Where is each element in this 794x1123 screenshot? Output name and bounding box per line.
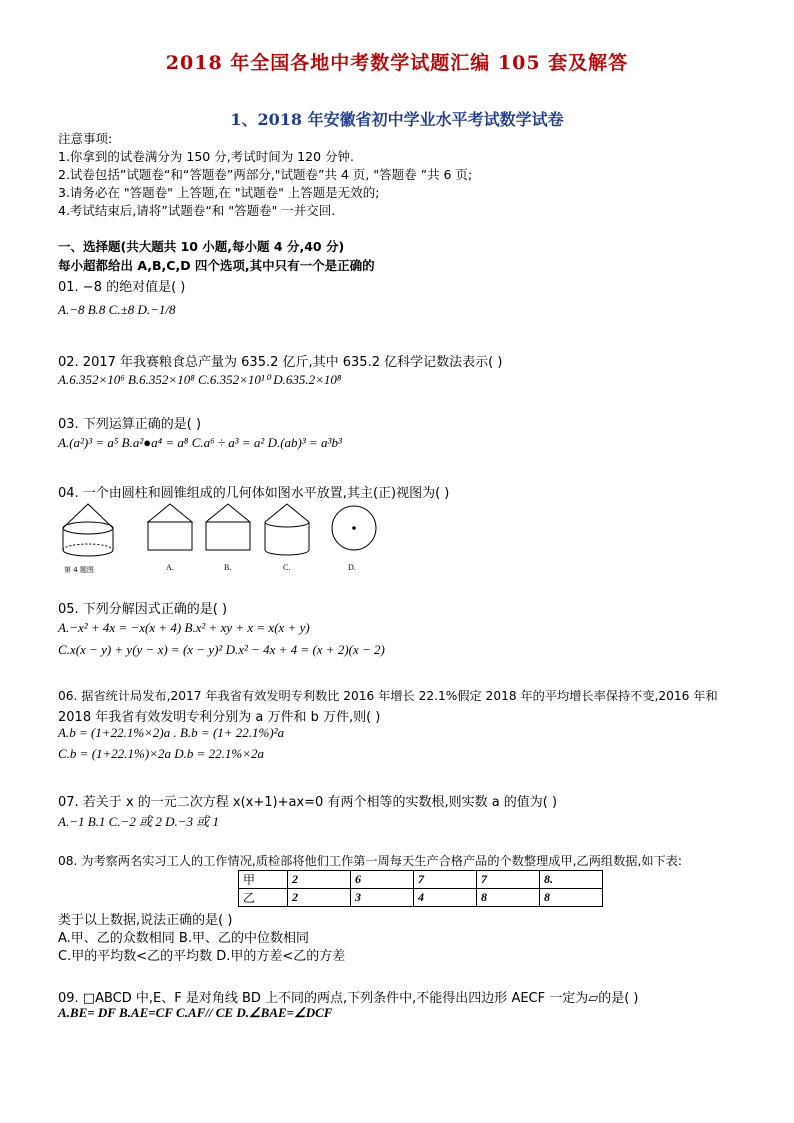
table-cell: 甲	[239, 871, 288, 889]
table-cell: 3	[351, 889, 414, 907]
notice-item: 4.考试结束后,请将”试题卷“和 "答题卷" 一并交回.	[58, 203, 336, 218]
table-row	[239, 889, 603, 907]
figure-label-a: A.	[166, 563, 174, 572]
question-options: A.(a²)³ = a⁵ B.a²●a⁴ = a⁸ C.a⁶ ÷ a³ = a² D.(ab)³ = a³b³	[58, 435, 342, 450]
table-cell: 8.	[540, 871, 603, 889]
notice-item: 2.试卷包括”试题卷“和“答题卷”两部分,"试题卷”共 4 页, "答题卷 ”共 6 页;	[58, 167, 473, 182]
question-options: A.6.352×10⁶ B.6.352×10⁸ C.6.352×10¹⁰ D.635.2×10⁸	[58, 372, 342, 387]
section-instruction: 每小超都给出 A,B,C,D 四个选项,其中只有一个是正确的	[58, 258, 375, 273]
figure-caption: 第 4 题图	[64, 566, 94, 574]
question-options: C.甲的平均数<乙的平均数 D.甲的方差<乙的方差	[58, 949, 346, 964]
question-stem-continued: 2018 年我省有效发明专利分别为 a 万件和 b 万件,则( )	[58, 710, 381, 725]
geometry-figure	[58, 500, 388, 580]
question-stem: 08. 为考察两名实习工人的工作情况,质检部将他们工作第一周每天生产合格产品的个数整理成甲,乙两组数据,如下表:	[58, 854, 682, 868]
question-options: A.−x² + 4x = −x(x + 4) B.x² + xy + x = x(x + y)	[58, 620, 310, 635]
question-stem: 03. 下列运算正确的是( )	[58, 417, 202, 432]
question-options: A.−8 B.8 C.±8 D.−1/8	[58, 302, 176, 317]
question-options: C.x(x − y) + y(y − x) = (x − y)² D.x² − 4x + 4 = (x + 2)(x − 2)	[58, 642, 385, 657]
question-stem: 07. 若关于 x 的一元二次方程 x(x+1)+ax=0 有两个相等的实数根,则实数 a 的值为( )	[58, 795, 558, 810]
question-stem: 05. 下列分解因式正确的是( )	[58, 602, 228, 617]
solid-figure	[63, 504, 113, 556]
question-options: A.b = (1+22.1%×2)a . B.b = (1+ 22.1%)²a	[58, 725, 285, 740]
table-cell: 7	[477, 871, 540, 889]
notice-heading: 注意事项:	[58, 131, 113, 146]
table-cell: 2	[288, 871, 351, 889]
table-cell: 7	[414, 871, 477, 889]
table-cell: 2	[288, 889, 351, 907]
page-title: 2018 年全国各地中考数学试题汇编 105 套及解答	[165, 52, 629, 74]
section-heading: 一、选择题(共大题共 10 小题,每小题 4 分,40 分)	[58, 239, 345, 254]
table-cell: 8	[540, 889, 603, 907]
question-stem: 06. 据省统计局发布,2017 年我省有效发明专利数比 2016 年增长 22.1%假定 2018 年的平均增长率保持不变,2016 年和	[58, 689, 718, 703]
question-options: C.b = (1+22.1%)×2a D.b = 22.1%×2a	[58, 746, 264, 761]
question-options: A.BE= DF B.AE=CF C.AF// CE D.∠BAE=∠DCF	[58, 1005, 333, 1020]
option-c-figure	[265, 504, 309, 555]
figure-label-d: D.	[348, 563, 356, 572]
figure-label-c: C.	[283, 563, 291, 572]
table-row	[239, 871, 603, 889]
option-d-figure	[332, 506, 376, 550]
notice-item: 3.请务必在 "答题卷" 上答题,在 "试题卷" 上答题是无效的;	[58, 185, 380, 200]
question-stem: 04. 一个由圆柱和圆锥组成的几何体如图水平放置,其主(正)视图为( )	[58, 486, 450, 501]
question-options: A.−1 B.1 C.−2 或 2 D.−3 或 1	[58, 814, 220, 829]
question-prompt: 类于以上数据,说法正确的是( )	[58, 913, 233, 928]
question-stem: 09. □ABCD 中,E、F 是对角线 BD 上不同的两点,下列条件中,不能得出四边形 AECF 一定为▱的是( )	[58, 991, 639, 1006]
exam-title: 1、2018 年安徽省初中学业水平考试数学试卷	[230, 110, 564, 129]
option-b-figure	[206, 504, 250, 550]
figure-label-b: B.	[224, 563, 232, 572]
table-cell: 8	[477, 889, 540, 907]
table-cell: 乙	[239, 889, 288, 907]
table-cell: 4	[414, 889, 477, 907]
data-table	[238, 870, 603, 907]
question-stem: 01. −8 的绝对值是( )	[58, 280, 186, 295]
notice-item: 1.你拿到的试卷满分为 150 分,考试时间为 120 分钟.	[58, 149, 354, 164]
question-stem: 02. 2017 年我赛粮食总产量为 635.2 亿斤,其中 635.2 亿科学记数法表示( )	[58, 355, 503, 370]
question-options: A.甲、乙的众数相同 B.甲、乙的中位数相同	[58, 931, 309, 946]
table-cell: 6	[351, 871, 414, 889]
option-a-figure	[148, 504, 192, 550]
